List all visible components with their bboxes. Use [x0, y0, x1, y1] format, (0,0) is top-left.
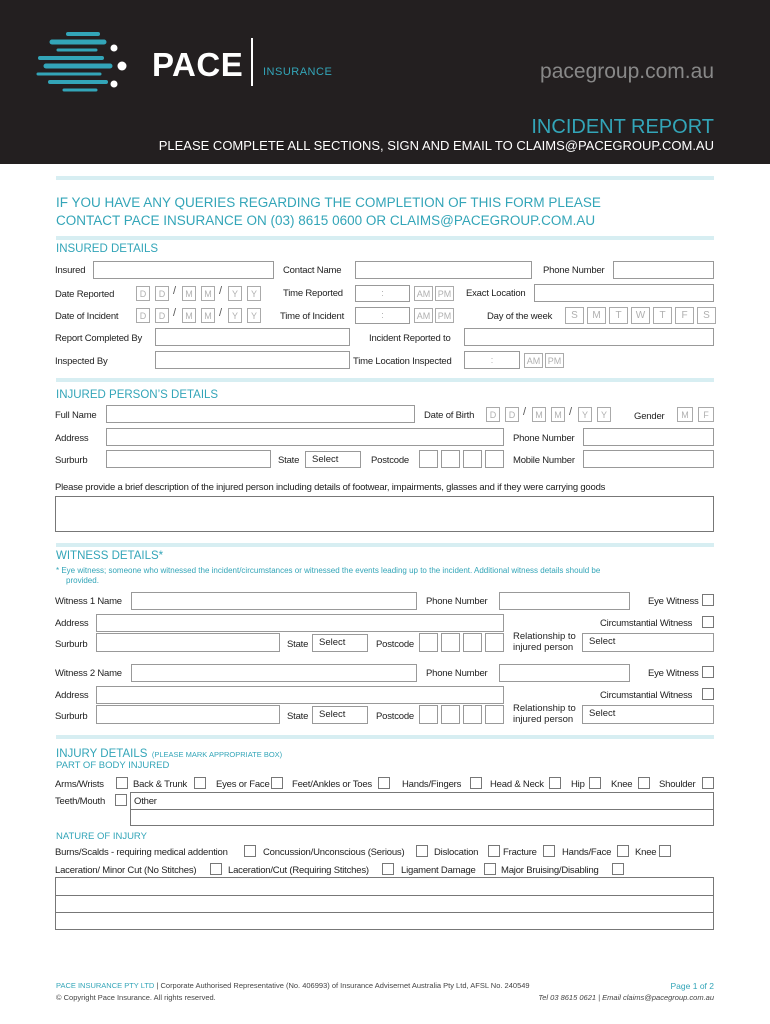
mobile-label: Mobile Number [513, 455, 575, 466]
insured-label: Insured [55, 265, 86, 276]
time-incident-pm[interactable]: PM [435, 308, 454, 323]
postcode-digit[interactable] [441, 450, 460, 468]
day-3[interactable]: W [631, 307, 650, 324]
date-separator: / [219, 307, 223, 319]
nature-label: Knee [635, 847, 657, 858]
witness-note [56, 566, 600, 586]
witness-address-input[interactable] [96, 686, 504, 704]
state-select[interactable]: Select [305, 451, 361, 468]
full-name-input[interactable] [106, 405, 415, 423]
other-nature-divider [55, 895, 714, 896]
section-rule [56, 236, 714, 240]
suburb-input[interactable] [106, 450, 271, 468]
body-part-label: Hip [571, 779, 585, 790]
nature-checkbox[interactable] [488, 845, 500, 857]
time-incident-am[interactable]: AM [414, 308, 433, 323]
witness-postcode-digit[interactable] [441, 633, 460, 652]
date-digit-y[interactable]: Y [578, 407, 592, 422]
date-digit-y[interactable]: Y [228, 308, 242, 323]
time-inspected-input[interactable]: : [464, 351, 520, 369]
other-divider [130, 809, 714, 810]
date-separator: / [173, 307, 177, 319]
exact-location-input[interactable] [534, 284, 714, 302]
day-4[interactable]: T [653, 307, 672, 324]
date-digit-y[interactable]: Y [247, 308, 261, 323]
body-part-label: Feet/Ankles or Toes [292, 779, 372, 790]
witness-suburb-input[interactable] [96, 633, 280, 652]
nature-label: Major Bruising/Disabling [501, 865, 599, 876]
witness-name-label: Witness 2 Name [55, 668, 122, 679]
section-rule [56, 176, 714, 180]
contact-name-input[interactable] [355, 261, 532, 279]
witness-postcode-digit[interactable] [485, 633, 504, 652]
witness-address-label: Address [55, 618, 89, 629]
body-part-label: Knee [611, 779, 633, 790]
circumstantial-label: Circumstantial Witness [600, 618, 693, 629]
other-nature-divider [55, 912, 714, 913]
phone-label: Phone Number [543, 265, 605, 276]
witness-name-input[interactable] [131, 664, 417, 682]
date-digit-d[interactable]: D [155, 308, 169, 323]
suburb-label: Surburb [55, 455, 88, 466]
witness-address-input[interactable] [96, 614, 504, 632]
insured-heading: INSURED DETAILS [56, 243, 159, 255]
page-title: INCIDENT REPORT [531, 116, 714, 138]
witness-state-select[interactable]: Select [312, 706, 368, 724]
footer-copyright: © Copyright Pace Insurance. All rights reserved. [56, 993, 216, 1002]
eye-witness-label: Eye Witness [648, 668, 699, 679]
postcode-digit[interactable] [463, 450, 482, 468]
witness-postcode-digit[interactable] [419, 633, 438, 652]
witness-phone-label: Phone Number [426, 668, 488, 679]
date-digit-d[interactable]: D [136, 308, 150, 323]
eye-witness-checkbox[interactable] [702, 666, 714, 678]
nature-label: Hands/Face [562, 847, 612, 858]
contact-name-label: Contact Name [283, 265, 342, 276]
nature-checkbox[interactable] [617, 845, 629, 857]
gender-female[interactable]: F [698, 407, 714, 422]
nature-checkbox[interactable] [612, 863, 624, 875]
body-part-checkbox[interactable] [470, 777, 482, 789]
nature-checkbox[interactable] [382, 863, 394, 875]
witness-state-label: State [287, 639, 309, 650]
queries-note [56, 194, 601, 230]
date-reported-label: Date Reported [55, 289, 115, 300]
day-5[interactable]: F [675, 307, 694, 324]
body-part-checkbox[interactable] [549, 777, 561, 789]
witness-phone-input[interactable] [499, 592, 630, 610]
queries-line-1: IF YOU HAVE ANY QUERIES REGARDING THE COMPLETION OF THIS FORM PLEASE [56, 195, 601, 210]
body-part-label: Back & Trunk [133, 779, 188, 790]
phone-input[interactable] [613, 261, 714, 279]
body-part-checkbox[interactable] [589, 777, 601, 789]
postcode-digit[interactable] [419, 450, 438, 468]
witness-name-input[interactable] [131, 592, 417, 610]
body-part-label: Hands/Fingers [402, 779, 462, 790]
section-rule [56, 543, 714, 547]
injured-phone-input[interactable] [583, 428, 714, 446]
witness-note-line-1: * Eye witness; someone who witnessed the incident/circumstances or witnessed the events leading up to the incident. Additional witness details should be [56, 566, 601, 575]
date-digit-d[interactable]: D [486, 407, 500, 422]
time-incident-input[interactable]: : [355, 307, 410, 324]
body-part-label: Head & Neck [490, 779, 544, 790]
time-reported-pm[interactable]: PM [435, 286, 454, 301]
nature-checkbox[interactable] [210, 863, 222, 875]
nature-checkbox[interactable] [484, 863, 496, 875]
time-reported-label: Time Reported [283, 288, 343, 299]
witness-postcode-digit[interactable] [485, 705, 504, 724]
section-rule [56, 378, 714, 382]
day-of-week-label: Day of the week [487, 311, 553, 322]
postcode-digit[interactable] [485, 450, 504, 468]
footer-tel: Tel 03 8615 0621 [538, 993, 597, 1002]
date-incident-label: Date of Incident [55, 311, 119, 322]
footer-contact [538, 993, 714, 1002]
address-label: Address [55, 433, 89, 444]
nature-checkbox[interactable] [416, 845, 428, 857]
postcode-label: Postcode [371, 455, 410, 466]
relationship-label [513, 703, 576, 725]
body-part-label: Arms/Wrists [55, 779, 104, 790]
incident-reported-to-label: Incident Reported to [369, 333, 451, 344]
witness-suburb-input[interactable] [96, 705, 280, 724]
date-digit-m[interactable]: M [551, 407, 565, 422]
relationship-line-2: injured person [513, 714, 574, 725]
day-1[interactable]: M [587, 307, 606, 324]
address-input[interactable] [106, 428, 504, 446]
witness-name-label: Witness 1 Name [55, 596, 122, 607]
state-label: State [278, 455, 300, 466]
nature-checkbox[interactable] [244, 845, 256, 857]
body-part-label: Shoulder [659, 779, 696, 790]
date-digit-d[interactable]: D [155, 286, 169, 301]
day-2[interactable]: T [609, 307, 628, 324]
mobile-input[interactable] [583, 450, 714, 468]
witness-postcode-label: Postcode [376, 711, 415, 722]
injured-heading: INJURED PERSON’S DETAILS [56, 389, 219, 401]
body-part-label: Eyes or Face [216, 779, 270, 790]
witness-suburb-label: Surburb [55, 711, 88, 722]
brand-name: PACE [152, 46, 244, 83]
witness-note-line-2: provided. [66, 576, 99, 585]
nature-checkbox[interactable] [659, 845, 671, 857]
nature-checkbox[interactable] [543, 845, 555, 857]
nature-label: Fracture [503, 847, 537, 858]
time-inspected-pm[interactable]: PM [545, 353, 564, 368]
date-digit-y[interactable]: Y [228, 286, 242, 301]
date-digit-d[interactable]: D [136, 286, 150, 301]
dob-label: Date of Birth [424, 410, 475, 421]
page-header [0, 0, 770, 164]
pace-logo-icon [36, 28, 132, 102]
body-part-checkbox[interactable] [194, 777, 206, 789]
nature-label: Burns/Scalds - requiring medical addention [55, 847, 228, 858]
other-body-label: Other [134, 796, 157, 807]
date-digit-m[interactable]: M [532, 407, 546, 422]
footer-company: PACE INSURANCE PTY LTD [56, 981, 155, 990]
day-0[interactable]: S [565, 307, 584, 324]
date-separator: / [569, 406, 573, 418]
incident-reported-to-input[interactable] [464, 328, 714, 346]
nature-label: Concussion/Unconscious (Serious) [263, 847, 405, 858]
witness-postcode-digit[interactable] [441, 705, 460, 724]
circumstantial-label: Circumstantial Witness [600, 690, 693, 701]
day-6[interactable]: S [697, 307, 716, 324]
witness-postcode-label: Postcode [376, 639, 415, 650]
circumstantial-checkbox[interactable] [702, 616, 714, 628]
nature-label: Ligament Damage [401, 865, 476, 876]
inspected-by-input[interactable] [155, 351, 350, 369]
full-name-label: Full Name [55, 410, 97, 421]
relationship-select[interactable]: Select [582, 705, 714, 724]
date-digit-m[interactable]: M [201, 308, 215, 323]
nature-heading: NATURE OF INJURY [56, 831, 147, 842]
date-digit-m[interactable]: M [182, 286, 196, 301]
date-digit-m[interactable]: M [182, 308, 196, 323]
body-part-checkbox[interactable] [702, 777, 714, 789]
body-part-heading: PART OF BODY INJURED [56, 760, 170, 771]
circumstantial-checkbox[interactable] [702, 688, 714, 700]
inspected-by-label: Inspected By [55, 356, 108, 367]
teeth-checkbox[interactable] [115, 794, 127, 806]
body-part-checkbox[interactable] [638, 777, 650, 789]
time-incident-label: Time of Incident [280, 311, 345, 322]
report-completed-input[interactable] [155, 328, 350, 346]
injury-heading: INJURY DETAILS [56, 748, 148, 760]
footer-company-line [56, 981, 530, 990]
witness-postcode-digit[interactable] [419, 705, 438, 724]
header-instruction: PLEASE COMPLETE ALL SECTIONS, SIGN AND EMAIL TO CLAIMS@PACEGROUP.COM.AU [158, 138, 714, 153]
gender-label: Gender [634, 411, 665, 422]
page-number: Page 1 of 2 [670, 981, 714, 991]
date-separator: / [219, 285, 223, 297]
witness-suburb-label: Surburb [55, 639, 88, 650]
relationship-label [513, 631, 576, 653]
section-rule [56, 735, 714, 739]
witness-state-select[interactable]: Select [312, 634, 368, 652]
injury-heading-note: (PLEASE MARK APPROPRIATE BOX) [151, 750, 283, 759]
website-link[interactable]: pacegroup.com.au [540, 60, 714, 83]
body-part-label: Teeth/Mouth [55, 796, 106, 807]
date-separator: / [523, 406, 527, 418]
footer-rep: | Corporate Authorised Representative (No. 406993) of Insurance Advisernet Australia Pty Ltd, AFSL No. 240549 [154, 981, 530, 990]
witness-heading: WITNESS DETAILS* [56, 550, 164, 562]
nature-label: Laceration/Cut (Requiring Stitches) [228, 865, 369, 876]
insured-input[interactable] [93, 261, 274, 279]
body-part-checkbox[interactable] [378, 777, 390, 789]
eye-witness-label: Eye Witness [648, 596, 699, 607]
witness-state-label: State [287, 711, 309, 722]
time-location-inspected-label: Time Location Inspected [353, 356, 452, 367]
other-nature-input[interactable] [55, 877, 714, 930]
time-reported-am[interactable]: AM [414, 286, 433, 301]
witness-phone-label: Phone Number [426, 596, 488, 607]
eye-witness-checkbox[interactable] [702, 594, 714, 606]
injured-phone-label: Phone Number [513, 433, 575, 444]
date-digit-y[interactable]: Y [247, 286, 261, 301]
relationship-line-1: Relationship to [513, 703, 576, 714]
description-textarea[interactable] [55, 496, 714, 532]
exact-location-label: Exact Location [466, 288, 526, 299]
footer-email: | Email claims@pacegroup.com.au [596, 993, 714, 1002]
brand-sub: INSURANCE [263, 66, 333, 78]
logo-divider [251, 38, 253, 86]
time-reported-input[interactable]: : [355, 285, 410, 302]
witness-postcode-digit[interactable] [463, 633, 482, 652]
report-completed-label: Report Completed By [55, 333, 143, 344]
nature-label: Laceration/ Minor Cut (No Stitches) [55, 865, 197, 876]
date-digit-m[interactable]: M [201, 286, 215, 301]
gender-male[interactable]: M [677, 407, 693, 422]
description-prompt: Please provide a brief description of the injured person including details of footwear, impairments, glasses and if they were carrying goods [55, 482, 606, 493]
nature-label: Dislocation [434, 847, 479, 858]
witness-phone-input[interactable] [499, 664, 630, 682]
date-separator: / [173, 285, 177, 297]
queries-line-2: CONTACT PACE INSURANCE ON (03) 8615 0600 OR CLAIMS@PACEGROUP.COM.AU [56, 213, 596, 228]
witness-postcode-digit[interactable] [463, 705, 482, 724]
body-part-checkbox[interactable] [271, 777, 283, 789]
witness-address-label: Address [55, 690, 89, 701]
relationship-select[interactable]: Select [582, 633, 714, 652]
date-digit-d[interactable]: D [505, 407, 519, 422]
body-part-checkbox[interactable] [116, 777, 128, 789]
time-inspected-am[interactable]: AM [524, 353, 543, 368]
relationship-line-1: Relationship to [513, 631, 576, 642]
relationship-line-2: injured person [513, 642, 574, 653]
date-digit-y[interactable]: Y [597, 407, 611, 422]
